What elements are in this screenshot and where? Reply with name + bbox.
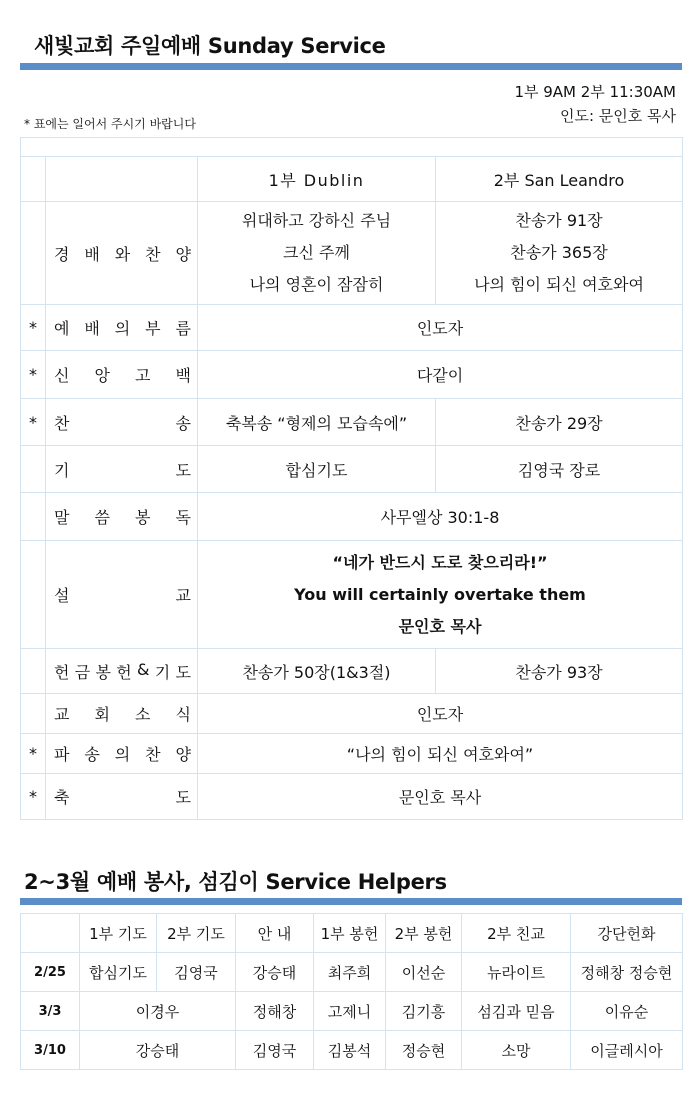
row-label <box>46 202 198 305</box>
row-label <box>46 734 198 774</box>
first-service-cell <box>198 202 436 305</box>
label-char: 송 <box>175 413 191 433</box>
helpers-cell: 강승태 <box>80 1031 236 1070</box>
helpers-row <box>21 992 683 1031</box>
label-char: 고 <box>135 366 151 385</box>
label-char: 헌 <box>54 662 70 682</box>
helpers-table <box>20 913 683 1070</box>
row-label-text <box>54 411 191 434</box>
cell-line: You will certainly overtake them <box>294 584 586 604</box>
row-label <box>46 446 198 493</box>
label-char: 찬 <box>145 745 161 764</box>
row-label-text <box>54 363 191 386</box>
helpers-header-cell: 2부 친교 <box>462 914 571 953</box>
service-row <box>21 774 683 820</box>
helpers-cell: 고제니 <box>314 992 386 1031</box>
row-label-text <box>54 583 191 606</box>
helpers-date: 2/25 <box>21 953 80 992</box>
row-label-text <box>54 242 191 265</box>
label-char: 식 <box>175 705 191 724</box>
helpers-cell: 이경우 <box>80 992 236 1031</box>
service-row <box>21 305 683 351</box>
combined-service-cell <box>198 541 683 649</box>
label-char: 찬 <box>145 244 161 264</box>
helpers-cell: 합심기도 <box>80 953 157 992</box>
second-service-cell <box>436 202 683 305</box>
row-label <box>46 305 198 351</box>
combined-service-cell <box>198 694 683 734</box>
cell-line: 다같이 <box>416 366 464 385</box>
helpers-divider <box>20 898 682 905</box>
row-label <box>46 774 198 820</box>
label-char: 의 <box>114 745 131 764</box>
helpers-cell: 이선순 <box>386 953 462 992</box>
row-label <box>46 694 198 734</box>
combined-service-cell <box>198 493 683 541</box>
helpers-row <box>21 1031 683 1070</box>
second-service-cell <box>436 446 683 493</box>
row-label <box>46 351 198 399</box>
helpers-header-cell <box>21 914 80 953</box>
helpers-header-cell: 1부 봉헌 <box>314 914 386 953</box>
label-char: 기 <box>54 460 70 480</box>
row-label-text <box>54 505 191 528</box>
label-char: 앙 <box>94 366 110 385</box>
helpers-cell: 정해창 <box>236 992 314 1031</box>
label-char: 봉 <box>95 662 111 682</box>
row-label <box>46 541 198 649</box>
helpers-cell: 김기흥 <box>386 992 462 1031</box>
leader-text: 인도: 문인호 목사 <box>559 107 676 125</box>
label-char: 와 <box>114 244 131 264</box>
service-times <box>514 80 676 128</box>
cell-line: 문인호 목사 <box>398 788 482 807</box>
label-char: 의 <box>114 319 131 338</box>
label-char: 부 <box>145 319 161 338</box>
service-order-table <box>20 137 683 820</box>
title-divider <box>20 63 682 70</box>
service-header-row <box>21 157 683 202</box>
row-label-text <box>54 785 191 808</box>
label-char: 헌 <box>116 662 132 682</box>
service-row <box>21 649 683 694</box>
label-char: 도 <box>175 460 191 480</box>
helpers-cell: 김영국 <box>157 953 236 992</box>
cell-line: 위대하고 강하신 주님 <box>241 211 392 230</box>
row-label <box>46 493 198 541</box>
service-row <box>21 541 683 649</box>
cell-line: 찬송가 91장 <box>515 211 603 230</box>
label-char: 기 <box>154 662 171 682</box>
row-label-text <box>54 316 191 339</box>
label-char: 찬 <box>54 413 70 433</box>
cell-line: 사무엘상 30:1-8 <box>380 508 500 527</box>
label-char: 말 <box>54 508 70 527</box>
helpers-cell: 이유순 <box>571 992 683 1031</box>
service-row <box>21 734 683 774</box>
label-char: 회 <box>94 705 110 724</box>
helpers-cell: 김영국 <box>236 1031 314 1070</box>
cell-line: 나의 힘이 되신 여호와여 <box>474 275 644 294</box>
cell-line: 인도자 <box>416 319 464 338</box>
label-char: 송 <box>84 745 100 764</box>
row-star <box>21 649 46 694</box>
cell-line: 찬송가 365장 <box>510 243 608 262</box>
helpers-header-cell: 1부 기도 <box>80 914 157 953</box>
label-char: 축 <box>54 788 70 807</box>
row-star: * <box>21 305 46 351</box>
row-label-text <box>54 458 191 481</box>
cell-line: 찬송가 29장 <box>515 413 603 433</box>
combined-service-cell <box>198 305 683 351</box>
label-char: 교 <box>175 586 191 605</box>
row-star <box>21 446 46 493</box>
service-row <box>21 351 683 399</box>
row-label <box>46 649 198 694</box>
label-char: & <box>137 659 150 679</box>
row-label-text <box>54 660 191 683</box>
standing-note: * 표에는 일어서 주시기 바랍니다 <box>24 117 196 131</box>
cell-line: 크신 주께 <box>283 243 350 262</box>
cell-line: “나의 힘이 되신 여호와여” <box>346 745 534 764</box>
label-char: 신 <box>54 366 70 385</box>
row-label-text <box>54 742 191 765</box>
label-char: 설 <box>54 586 70 605</box>
helpers-header-cell: 2부 봉헌 <box>386 914 462 953</box>
cell-line: 나의 영혼이 잠잠히 <box>249 275 384 294</box>
cell-line: 찬송가 50장(1&3절) <box>242 662 391 682</box>
helpers-cell: 강승태 <box>236 953 314 992</box>
helpers-header-row <box>21 914 683 953</box>
helpers-title: 2~3월 예배 봉사, 섬김이 Service Helpers <box>24 870 447 894</box>
label-char: 양 <box>175 745 191 764</box>
col-header-first: 1부 Dublin <box>198 157 436 202</box>
row-star <box>21 202 46 305</box>
helpers-cell: 정승현 <box>386 1031 462 1070</box>
spacer-row <box>21 138 683 157</box>
helpers-cell: 섬김과 믿음 <box>462 992 571 1031</box>
helpers-header-cell: 2부 기도 <box>157 914 236 953</box>
first-service-cell <box>198 649 436 694</box>
service-times-text: 1부 9AM 2부 11:30AM <box>514 83 676 101</box>
helpers-header-cell: 강단헌화 <box>571 914 683 953</box>
page-title: 새빛교회 주일예배 Sunday Service <box>34 34 386 58</box>
combined-service-cell <box>198 734 683 774</box>
cell-line: 김영국 장로 <box>517 460 601 480</box>
helpers-cell: 김봉석 <box>314 1031 386 1070</box>
label-char: 예 <box>54 319 70 338</box>
combined-service-cell <box>198 774 683 820</box>
label-char: 도 <box>175 788 191 807</box>
row-star: * <box>21 774 46 820</box>
combined-service-cell <box>198 351 683 399</box>
row-star <box>21 493 46 541</box>
label-char: 파 <box>54 745 70 764</box>
label-char: 배 <box>84 319 100 338</box>
helpers-date: 3/3 <box>21 992 80 1031</box>
cell-line: 문인호 목사 <box>398 616 482 636</box>
label-char: 교 <box>54 705 70 724</box>
label-char: 백 <box>175 366 191 385</box>
row-label-text <box>54 702 191 725</box>
helpers-cell: 소망 <box>462 1031 571 1070</box>
service-row <box>21 399 683 446</box>
helpers-cell: 정해창 정승현 <box>571 953 683 992</box>
col-header-second: 2부 San Leandro <box>436 157 683 202</box>
service-row <box>21 446 683 493</box>
row-star: * <box>21 734 46 774</box>
first-service-cell <box>198 399 436 446</box>
helpers-header-cell: 안 내 <box>236 914 314 953</box>
label-char: 양 <box>175 244 191 264</box>
label-char: 배 <box>84 244 100 264</box>
cell-line: 인도자 <box>416 705 464 724</box>
first-service-cell <box>198 446 436 493</box>
cell-line: “네가 반드시 도로 찾으리라!” <box>332 552 548 572</box>
service-row <box>21 202 683 305</box>
label-char: 경 <box>54 244 70 264</box>
label-char: 씀 <box>94 508 110 527</box>
label-char: 소 <box>135 705 151 724</box>
second-service-cell <box>436 399 683 446</box>
helpers-cell: 이글레시아 <box>571 1031 683 1070</box>
cell-line: 축복송 “형제의 모습속에” <box>225 413 408 433</box>
service-row <box>21 493 683 541</box>
helpers-cell: 뉴라이트 <box>462 953 571 992</box>
cell-line: 찬송가 93장 <box>515 662 603 682</box>
helpers-date: 3/10 <box>21 1031 80 1070</box>
cell-line: 합심기도 <box>285 460 348 480</box>
service-row <box>21 694 683 734</box>
label-char: 름 <box>175 319 191 338</box>
row-star <box>21 694 46 734</box>
label-char: 독 <box>175 508 191 527</box>
row-label <box>46 399 198 446</box>
label-char: 금 <box>74 662 91 682</box>
row-star: * <box>21 399 46 446</box>
row-star: * <box>21 351 46 399</box>
label-char: 봉 <box>135 508 151 527</box>
second-service-cell <box>436 649 683 694</box>
row-star <box>21 541 46 649</box>
helpers-cell: 최주희 <box>314 953 386 992</box>
label-char: 도 <box>175 662 191 682</box>
helpers-row <box>21 953 683 992</box>
